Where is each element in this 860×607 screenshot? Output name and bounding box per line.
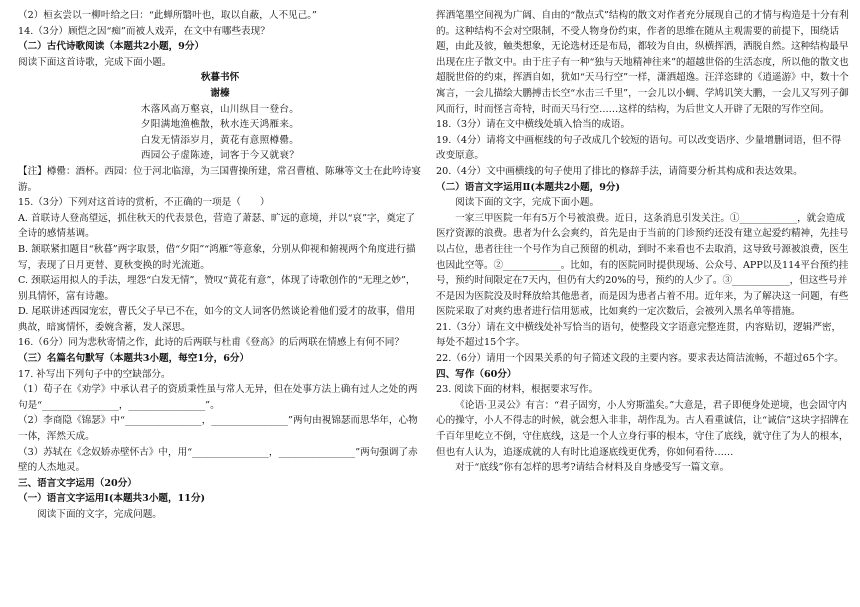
left-paragraph: 谢榛 [210, 87, 230, 99]
right-paragraph: 22.（6分）请用一个因果关系的句子简述文段的主要内容。要求表达简洁流畅，不超过65个字。 [436, 353, 844, 365]
left-paragraph: 西园公子虚陈迹，词客于今又就衰？ [140, 150, 300, 162]
left-paragraph: 阅读下面的文字，完成问题。 [37, 509, 162, 520]
left-paragraph: 17. 补写出下列句子中的空缺部分。 [18, 368, 171, 380]
right-paragraph: 阅读下面的文字，完成下面小题。 [455, 197, 600, 209]
left-paragraph: （2）桓玄尝以一柳叶给之曰：“此蝉所翳叶也，取以自蔽，人不见己。” [18, 10, 317, 21]
left-paragraph: 16.（6分）同为悲秋寄情之作，此诗的后两联与杜甫《登高》的后两联在情感上有何不同？ [18, 337, 404, 349]
right-paragraph: 23. 阅读下面的材料，根据要求写作。 [436, 384, 599, 396]
left-paragraph: 14.（3分）顾恺之因“痴”而被人戏弄，在文中有哪些表现？ [18, 25, 270, 37]
left-paragraph: B. 颔联紧扣题目“秋暮”两字取景，借“夕阳”“鸿雁”等意象，分别从仰视和俯视两个角度进行描写，表现了日月更替、夏秋变换的时光流逝。 [18, 243, 416, 271]
left-paragraph: （二）古代诗歌阅读（本题共2小题，9分） [18, 41, 205, 53]
right-paragraph: 挥洒笔墨空间视为广阔、自由的“散点式”结构的散文对作者充分展现自己的才情与构造是十分有利的。这种结构不会对空限制，不受人物身份约束，作者的思维在随从主观需要的前提下，围绕话题，由此及彼，触类想象，无论选材还是布局，都较为自由，纵横挥洒，洒脱自然。这种结构最早出现在庄子散文中。由于庄子有一种“独与天地精神往来”的超越世俗的生活态度，所以他的散文也超脱世俗的约束，挥洒自如，犹如“天马行空”一样，潇洒超逸。汪洋恣肆的《逍遥游》中，数十个寓言，一会儿描绘大鹏搏击长空“水击三千里”，一会儿以小蜩、学鸠讥笑大鹏，一会儿又写列子御风而行，时而怪言奇特，时而天马行空……这样的结构，为后世文人开辟了无限的写作空间。 [436, 10, 849, 115]
left-paragraph: （2）李商隐《锦瑟》中“________________，________________”两句由視锦瑟而思华年，心物一体，浑然天成。 [18, 415, 418, 443]
left-paragraph: 木落风高万壑哀，山川纵目一登台。 [140, 103, 300, 115]
left-paragraph: 白发无情添岁月，黄花有意照樽罍。 [140, 134, 300, 146]
right-paragraph: 18.（3分）请在文中横线处填入恰当的成语。 [436, 119, 631, 131]
right-paragraph: 对于“底线”你有怎样的思考?请结合材料及自身感受写一篇文章。 [455, 462, 730, 474]
left-column [18, 8, 422, 523]
left-paragraph: 15.（3分）下列对这首诗的赏析，不正确的一项是（ ） [18, 197, 270, 209]
left-paragraph: D. 尾联讲述西园宠宏，曹氏父子早已不在，如今的文人词客仍然谈论着他们爱才的故事，借用典故，暗寓情怀，委婉含蓄，发人深思。 [18, 306, 416, 333]
left-paragraph: C. 颈联运用拟人的手法，埋怨“白发无情”，赞叹“黄花有意”，体现了诗歌创作的“无理之妙”，别具情怀，富有诗趣。 [18, 275, 416, 302]
left-paragraph: （3）苏轼在《念奴娇赤壁怀古》中，用“________________，________________”两句强调了赤壁的人杰地灵。 [18, 446, 418, 474]
right-paragraph: 20.（4分）文中画横线的句子使用了排比的修辞手法，请简要分析其构成和表达效果。 [436, 165, 803, 177]
right-paragraph: 四、写作（60分） [436, 368, 517, 380]
right-paragraph: 19.（4分）请将文中画框线的句子改成几个较短的语句。可以改变语序、少量增删词语，但不得改变原意。 [436, 134, 842, 162]
right-paragraph: 一家三甲医院一年有5万个号被浪费。近日，这条消息引发关注。①____________，就会造成医疗资源的浪费。患者为什么会爽约，首先是由于当前的门诊预约还没有建立起爱约精神，先挂号以占位，患者往往一个号作为自己预留的机动，到时不来看也不去取消，这导致号源被浪费，医生也因此空等。②____________。比如，有的医院同时提供现场、公众号、APP以及114平台预约挂号，预约时间限定在7天内，但仍有大约20%的号，预约的人少了。③____________，但这些号并不是因为医院没及时释放给其他患者，而是因为患者占着不用。近年来，为了解决这一问题，有些医院采取了对爽约患者进行信用惩戒，比如爽约一定次数后，会被列入黑名单等措施。 [436, 212, 849, 318]
left-paragraph: 秋暮书怀 [200, 72, 240, 84]
right-paragraph: （二）语言文字运用Ⅱ(本题共2小题，9分) [436, 181, 621, 193]
left-paragraph: 三、语言文字运用（20分） [18, 477, 137, 489]
left-paragraph: （1）荀子在《劝学》中承认君子的资质秉性虽与常人无异，但在处事方法上确有过人之处的两句是“________________，________________”。 [18, 384, 418, 411]
right-paragraph: 21.（3分）请在文中横线处补写恰当的语句，使整段文字语意完整连贯，内容贴切，逻辑严密，每处不超过15个字。 [436, 321, 842, 349]
right-column [436, 8, 850, 476]
right-paragraph: 《论语·卫灵公》有言：“君子固穷，小人穷斯滥矣。”大意是，君子即便身处逆境，也会固守内心的操守，小人不得志的时候，就会想入非非，胡作乱为。古人看重诚信，让“诚信”这块字招牌在千百年里屹立不倒，守住底线，这是一个人立身行事的根本，守住了底线，就守住了为人的根本，但也有人认为，追逐成就的人有时比追逐底线更优秀，你如何看待…… [436, 399, 849, 458]
left-paragraph: A. 首联诗人登高望远，抓住秋天的代表景色，营造了萧瑟、旷远的意境，并以“哀”字，奠定了全诗的感情基调。 [18, 212, 415, 240]
left-paragraph: 【注】樽罍：酒杯。西园：位于河北临漳，为三国曹操所建，常召曹植、陈琳等文士在此吟诗宴游。 [18, 165, 421, 193]
left-paragraph: （三）名篇名句默写（本题共3小题，每空1分，6分） [18, 353, 250, 365]
left-paragraph: （一）语言文字运用Ⅰ(本题共3小题，11分) [18, 493, 206, 505]
left-paragraph: 阅读下面这首诗歌，完成下面小题。 [18, 56, 172, 68]
left-paragraph: 夕阳满地渔樵散，秋水连天鸿雁来。 [140, 119, 300, 131]
